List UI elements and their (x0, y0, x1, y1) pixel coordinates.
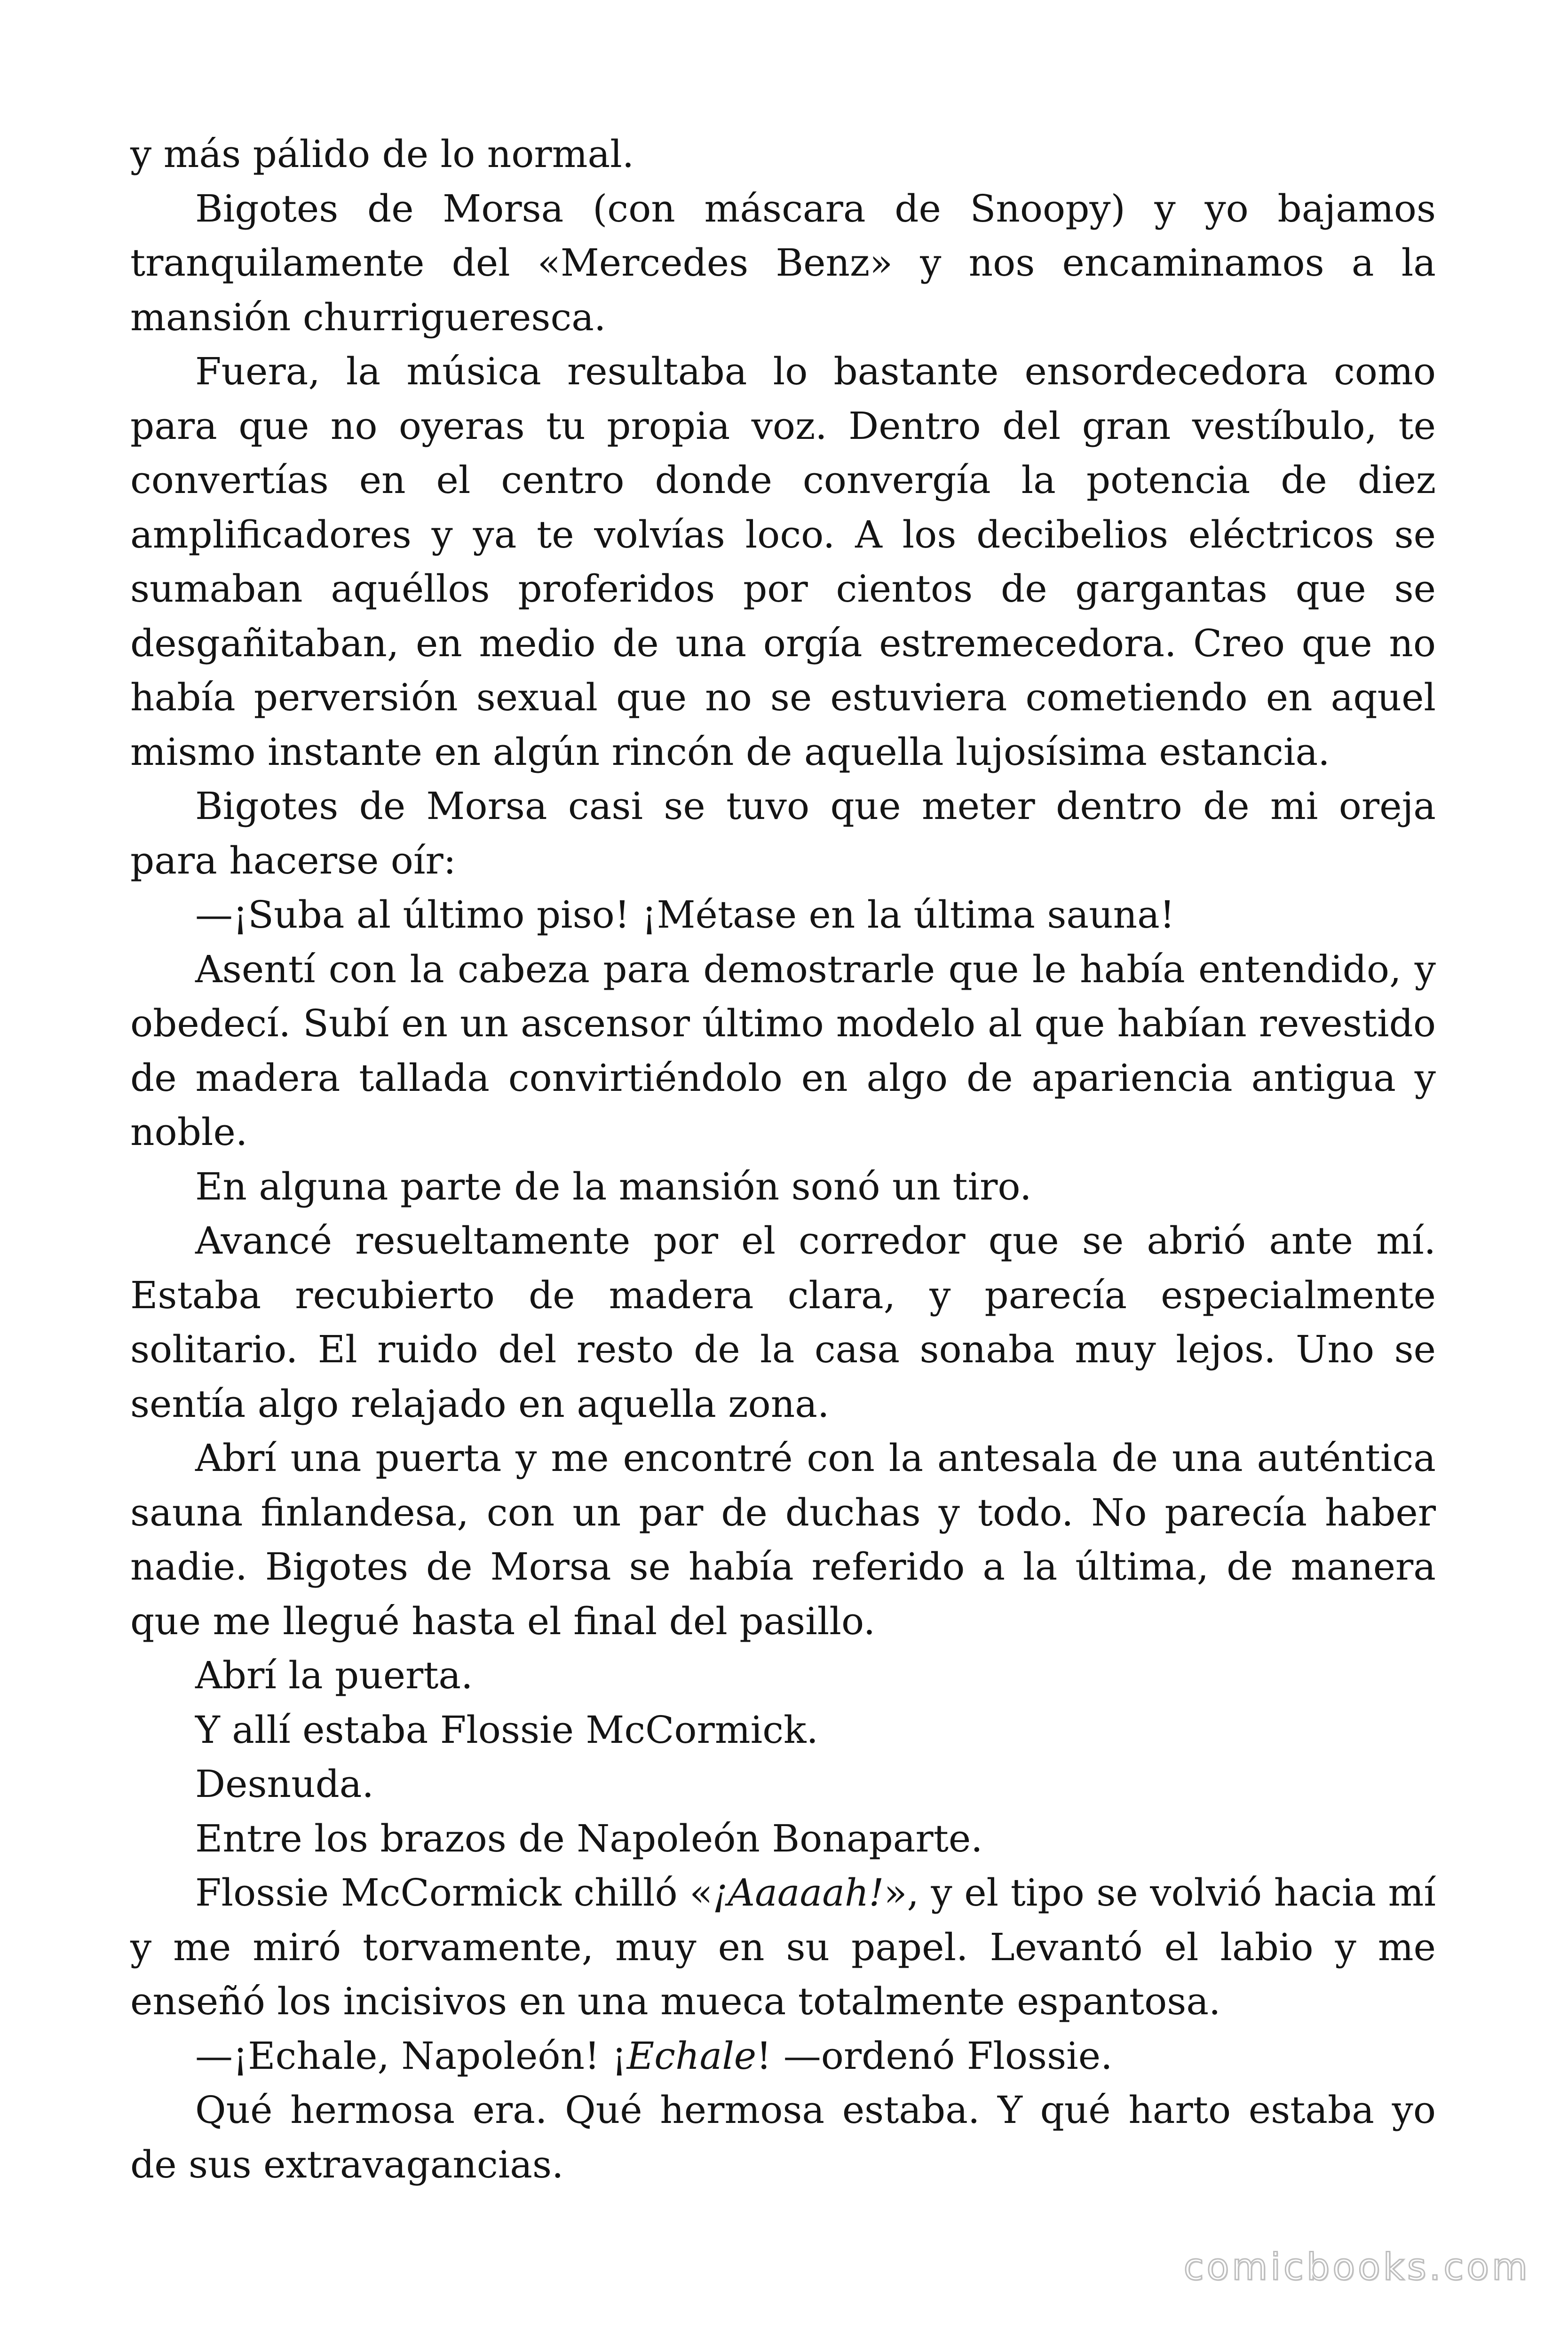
paragraph: Qué hermosa era. Qué hermosa estaba. Y qué harto estaba yo de sus extravagancias. (130, 2088, 1436, 2186)
paragraph: Fuera, la música resultaba lo bastante ensordecedora como para que no oyeras tu propia voz. Dentro del gran vestíbulo, te convertías en el centro donde convergía la potencia de diez amplificadores y ya te volvías loco. A los decibelios eléctricos se sumaban aquéllos proferidos por cientos de gargantas que se desgañitaban, en medio de una orgía estremecedora. Creo que no había perversión sexual que no se estuviera cometiendo en aquel mismo instante en algún rincón de aquella lujosísima estancia. (130, 350, 1436, 774)
scream-before: Flossie McCormick chilló « (195, 1871, 713, 1915)
paragraph: Desnuda. (195, 1762, 374, 1806)
paragraph: Abrí la puerta. (195, 1653, 473, 1697)
paragraph: Y allí estaba Flossie McCormick. (195, 1708, 818, 1752)
paragraph: Asentí con la cabeza para demostrarle que le había entendido, y obedecí. Subí en un ascensor último modelo al que habían revestido de madera tallada convirtiéndolo en algo de apariencia antigua y noble. (130, 947, 1436, 1154)
paragraph-scream (130, 1866, 1436, 2029)
scream-italic: ¡Aaaaah! (713, 1871, 884, 1915)
order-before: —¡Echale, Napoleón! ¡ (195, 2034, 627, 2078)
book-page-text (130, 127, 1436, 2192)
watermark-logo: comicbooks.com (1183, 2246, 1530, 2288)
paragraph: Avancé resueltamente por el corredor que se abrió ante mí. Estaba recubierto de madera clara, y parecía especialmente solitario. El ruido del resto de la casa sonaba muy lejos. Uno se sentía algo relajado en aquella zona. (130, 1219, 1436, 1426)
paragraph: Bigotes de Morsa casi se tuvo que meter dentro de mi oreja para hacerse oír: (130, 784, 1436, 882)
scream-after: », y el tipo se volvió hacia mí y me miró torvamente, muy en su papel. Levantó el labio y me enseñó los incisivos en una mueca totalmente espantosa. (130, 1871, 1436, 2023)
dialogue-paragraph: —¡Suba al último piso! ¡Métase en la última sauna! (195, 893, 1175, 937)
paragraph: En alguna parte de la mansión sonó un tiro. (195, 1164, 1032, 1208)
paragraph: Bigotes de Morsa (con máscara de Snoopy) y yo bajamos tranquilamente del «Mercedes Benz» y nos encaminamos a la mansión churrigueresca. (130, 186, 1436, 339)
order-after: ! —ordenó Flossie. (756, 2034, 1113, 2078)
paragraph: Entre los brazos de Napoleón Bonaparte. (195, 1816, 983, 1860)
paragraph: y más pálido de lo normal. (130, 132, 634, 176)
dialogue-paragraph-order (130, 2029, 1436, 2083)
paragraph: Abrí una puerta y me encontré con la antesala de una auténtica sauna finlandesa, con un par de duchas y todo. No parecía haber nadie. Bigotes de Morsa se había referido a la última, de manera que me llegué hasta el final del pasillo. (130, 1436, 1436, 1643)
order-italic: Echale (626, 2034, 757, 2078)
